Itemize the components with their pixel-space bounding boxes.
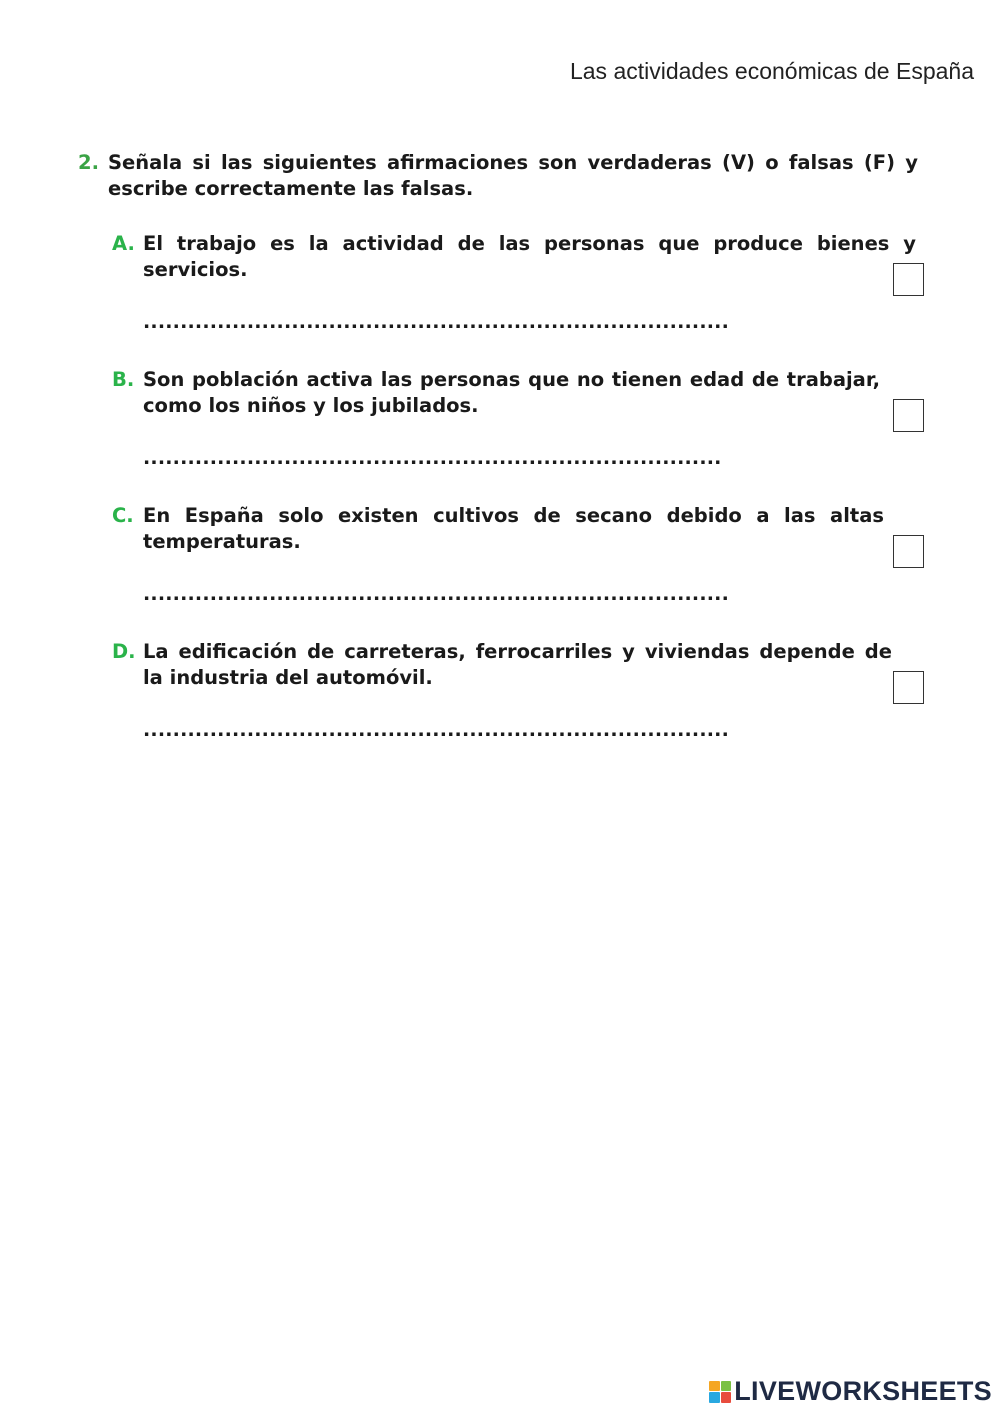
liveworksheets-logo-icon [709, 1381, 731, 1403]
statement-item-a [112, 231, 924, 351]
correction-answer-line[interactable]: ............................................................................... [143, 719, 730, 741]
statement-letter: C. [112, 504, 134, 527]
true-false-answer-box[interactable] [893, 263, 924, 296]
statement-item-b [112, 367, 924, 487]
correction-answer-line[interactable]: ............................................................................... [143, 311, 730, 333]
question-instruction: Señala si las siguientes afirmaciones son verdaderas (V) o falsas (F) y escribe correctamente las falsas. [108, 151, 918, 200]
statement-item-c [112, 503, 924, 623]
correction-answer-line[interactable]: .............................................................................. [143, 447, 722, 469]
question-number: 2. [78, 151, 99, 174]
liveworksheets-logo-text: LIVEWORKSHEETS [734, 1376, 992, 1406]
statement-letter: D. [112, 640, 136, 663]
true-false-answer-box[interactable] [893, 671, 924, 704]
statement-letter: B. [112, 368, 135, 391]
question-2 [78, 150, 918, 202]
true-false-answer-box[interactable] [893, 399, 924, 432]
statement-text: Son población activa las personas que no tienen edad de trabajar, como los niños y los jubilados. [143, 368, 880, 417]
question-header [78, 150, 918, 202]
true-false-answer-box[interactable] [893, 535, 924, 568]
statement-text: En España solo existen cultivos de secano debido a las altas temperaturas. [143, 504, 884, 553]
page-header-title: Las actividades económicas de España [569, 58, 974, 84]
statement-text: La edificación de carreteras, ferrocarriles y viviendas depende de la industria del automóvil. [143, 640, 892, 689]
statement-item-d [112, 639, 924, 759]
liveworksheets-logo [709, 1376, 992, 1407]
correction-answer-line[interactable]: ............................................................................... [143, 583, 730, 605]
statement-letter: A. [112, 232, 135, 255]
statement-text: El trabajo es la actividad de las personas que produce bienes y servicios. [143, 232, 916, 281]
